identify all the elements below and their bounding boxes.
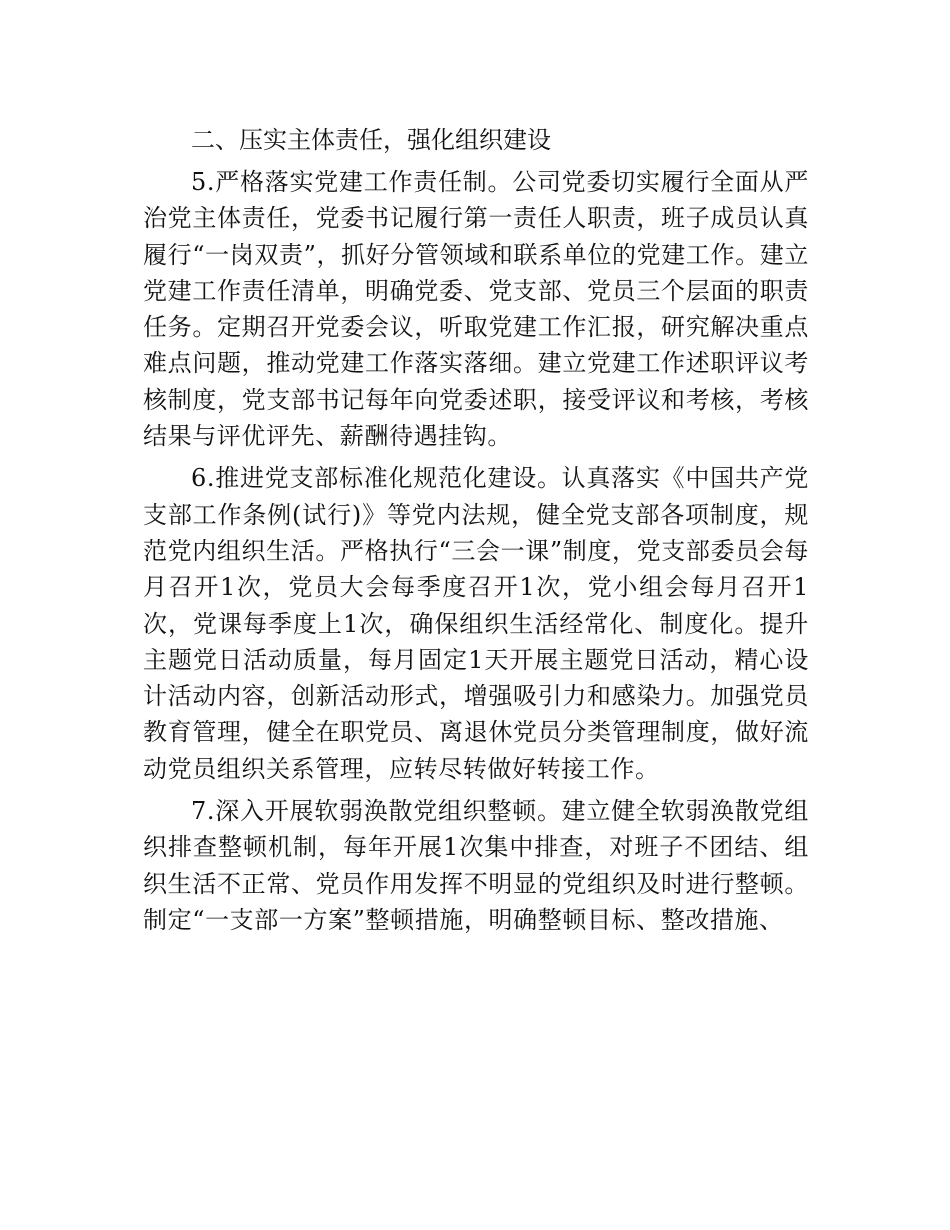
section-heading: 二、压实主体责任，强化组织建设	[191, 126, 551, 154]
paragraph-6: 6.推进党支部标准化规范化建设。认真落实《中国共产党支部工作条例(试行)》等党内法规，健全党支部各项制度，规范党内组织生活。严格执行“三会一课”制度，党支部委员会每月召开1次，党员大会每季度召开1次，党小组会每月召开1次，党课每季度上1次，确保组织生活经常化、制度化。提升主题党日活动质量，每月固定1天开展主题党日活动，精心设计活动内容，创新活动形式，增强吸引力和感染力。加强党员教育管理，健全在职党员、离退休党员分类管理制度，做好流动党员组织关系管理，应转尽转做好转接工作。	[143, 464, 809, 783]
document-body	[143, 120, 809, 944]
paragraph-7: 7.深入开展软弱涣散党组织整顿。建立健全软弱涣散党组织排查整顿机制，每年开展1次集中排查，对班子不团结、组织生活不正常、党员作用发挥不明显的党组织及时进行整顿。制定“一支部一方案”整顿措施，明确整顿目标、整改措施、	[143, 797, 809, 934]
paragraph-5: 5.严格落实党建工作责任制。公司党委切实履行全面从严治党主体责任，党委书记履行第一责任人职责，班子成员认真履行“一岗双责”，抓好分管领域和联系单位的党建工作。建立党建工作责任清单，明确党委、党支部、党员三个层面的职责任务。定期召开党委会议，听取党建工作汇报，研究解决重点难点问题，推动党建工作落实落细。建立党建工作述职评议考核制度，党支部书记每年向党委述职，接受评议和考核，考核结果与评优评先、薪酬待遇挂钩。	[143, 168, 809, 451]
